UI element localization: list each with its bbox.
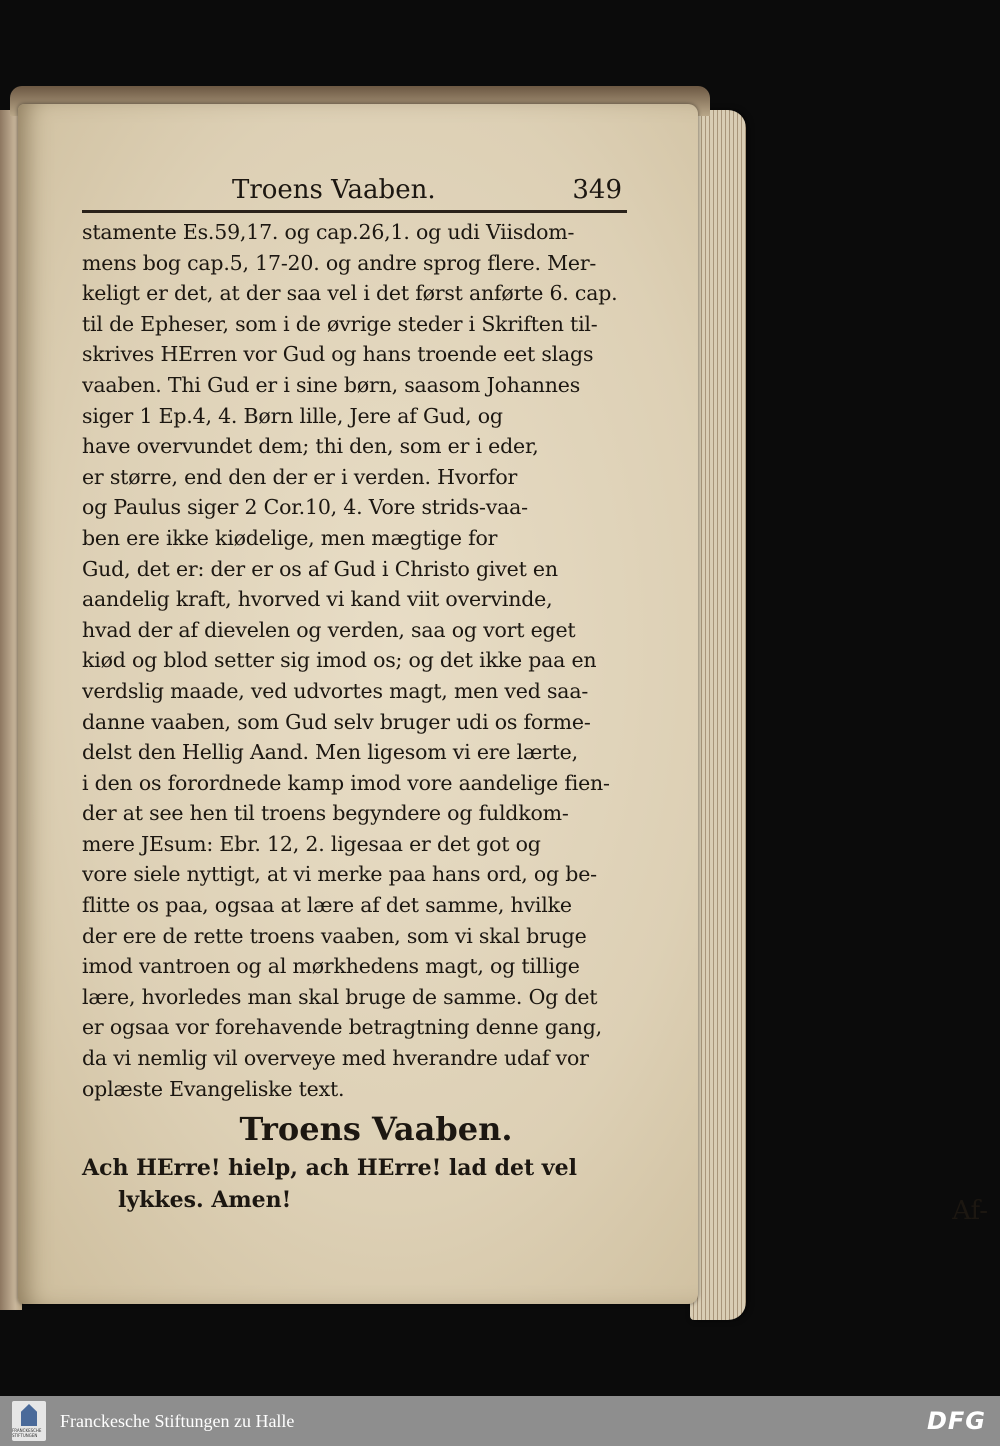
institution-logo[interactable] <box>12 1401 46 1441</box>
text-line: oplæste Evangeliske text. <box>82 1076 345 1101</box>
text-line: Gud, det er: der er os af Gud i Christo givet en <box>82 556 558 581</box>
logo-text: FRANCKESCHE STIFTUNGEN <box>12 1428 42 1438</box>
viewer-footer-bar <box>0 1396 1000 1446</box>
text-line: der at see hen til troens begyndere og fuldkom- <box>82 801 569 826</box>
institution-name[interactable]: Franckesche Stiftungen zu Halle <box>60 1410 295 1431</box>
page-number: 349 <box>572 175 622 205</box>
text-line: i den os forordnede kamp imod vore aandelige fien- <box>82 770 610 795</box>
text-line: imod vantroen og al mørkhedens magt, og tillige <box>82 954 580 979</box>
text-line: ben ere ikke kiødelige, men mægtige for <box>82 525 498 550</box>
text-line: da vi nemlig vil overveye med hverandre udaf vor <box>82 1046 589 1071</box>
text-line: er ogsaa vor forehavende betragtning denne gang, <box>82 1015 602 1040</box>
emblem-icon <box>21 1404 37 1426</box>
text-line: danne vaaben, som Gud selv bruger udi os forme- <box>82 709 591 734</box>
text-line: skrives HErren vor Gud og hans troende eet slags <box>82 342 594 367</box>
prayer-line: Ach HErre! hielp, ach HErre! lad det vel <box>82 1155 577 1182</box>
text-line: vore siele nyttigt, at vi merke paa hans ord, og be- <box>82 862 597 887</box>
text-line: have overvundet dem; thi den, som er i eder, <box>82 434 539 459</box>
text-line: vaaben. Thi Gud er i sine børn, saasom Johannes <box>82 372 581 397</box>
text-line: aandelig kraft, hvorved vi kand viit overvinde, <box>82 587 553 612</box>
text-line: er større, end den der er i verden. Hvorfor <box>82 464 518 489</box>
page-edges <box>690 110 746 1320</box>
text-line: der ere de rette troens vaaben, som vi skal bruge <box>82 923 587 948</box>
text-line: hvad der af dievelen og verden, saa og vort eget <box>82 617 576 642</box>
text-line: lære, hvorledes man skal bruge de samme. Og det <box>82 984 598 1009</box>
text-line: flitte os paa, ogsaa at lære af det samme, hvilke <box>82 893 572 918</box>
text-line: mere JEsum: Ebr. 12, 2. ligesaa er det got og <box>82 831 541 856</box>
body-text <box>82 217 630 1104</box>
text-line: og Paulus siger 2 Cor.10, 4. Vore strids-vaa- <box>82 495 528 520</box>
prayer-line: lykkes. Amen! <box>118 1187 292 1214</box>
text-line: verdslig maade, ved udvortes magt, men ved saa- <box>82 678 589 703</box>
catchword: Af- <box>952 1196 988 1226</box>
text-line: mens bog cap.5, 17-20. og andre sprog flere. Mer- <box>82 250 597 275</box>
header-rule <box>82 210 627 213</box>
dfg-logo[interactable]: DFG <box>926 1407 986 1435</box>
running-title: Troens Vaaben. <box>232 175 436 205</box>
running-head <box>82 170 630 210</box>
text-line: stamente Es.59,17. og cap.26,1. og udi Viisdom- <box>82 220 575 244</box>
text-line: til de Epheser, som i de øvrige steder i Skriften til- <box>82 311 598 336</box>
text-line: delst den Hellig Aand. Men ligesom vi ere lærte, <box>82 740 578 765</box>
text-line: kiød og blod setter sig imod os; og det ikke paa en <box>82 648 597 673</box>
text-line: keligt er det, at der saa vel i det først anførte 6. cap. <box>82 281 618 306</box>
page-text-block <box>82 170 630 1216</box>
text-line: siger 1 Ep.4, 4. Børn lille, Jere af Gud, og <box>82 403 503 428</box>
section-heading: Troens Vaaben. <box>239 1110 513 1149</box>
